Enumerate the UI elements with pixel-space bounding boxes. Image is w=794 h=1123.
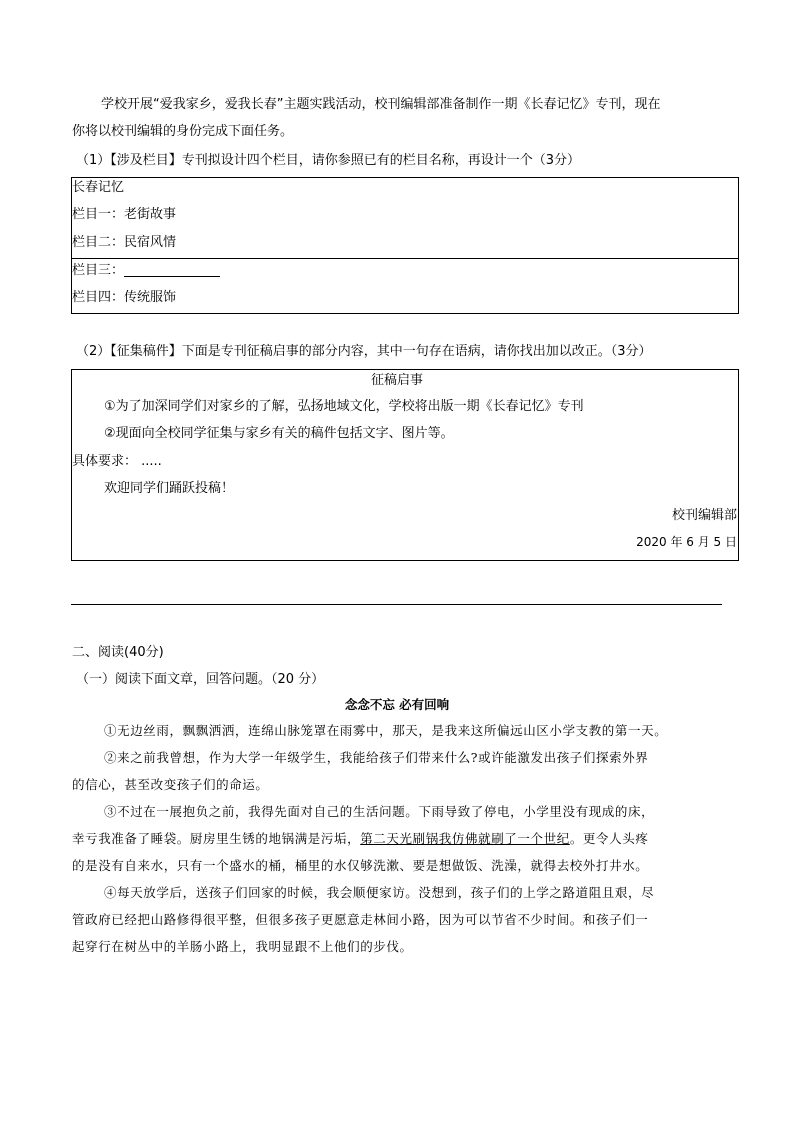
column-one: 栏目一：老街故事 [72,207,177,222]
notice-sentence-2: ②现面向全校同学征集与家乡有关的稿件包括文字、图片等。 [104,426,454,441]
underlined-sentence: 第二天光刷锅我仿佛就刷了一个世纪 [360,831,570,846]
notice-signature: 校刊编辑部 [671,508,737,523]
section-heading: 二、阅读(40分) [72,645,164,660]
notice-date: 2020 年 6 月 5 日 [636,535,737,549]
notice-requirements: 具体要求： ..... [72,454,162,469]
paragraph-3-line-2 [72,833,648,846]
question-2-prompt: （2）【征集稿件】下面是专刊征稿启事的部分内容，其中一句存在语病，请你找出加以改正。（3分） [76,344,652,359]
reading-instruction: （一）阅读下面文章，回答问题。（20 分） [76,672,325,687]
paragraph-4-line-2: 管政府已经把山路修得很平整，但很多孩子更愿意走林间小路，因为可以节省不少时间。和孩子们一 [72,912,649,927]
paragraph-4-line-3: 起穿行在树丛中的羊肠小路上，我明显跟不上他们的步伐。 [72,939,413,954]
column-three-label: 栏目三： [72,263,125,278]
article-title: 念念不忘 必有回响 [344,697,450,712]
paragraph-3-text-end: 。更令人头疼 [569,831,649,846]
notice-sentence-1: ①为了加深同学们对家乡的了解，弘扬地域文化，学校将出版一期《长春记忆》专刊 [104,399,584,414]
notice-welcome: 欢迎同学们踊跃投稿！ [104,481,235,496]
answer-blank[interactable] [124,264,220,277]
paragraph-1: ①无边丝雨，飘飘洒洒，连绵山脉笼罩在雨雾中，那天，是我来这所偏远山区小学支教的第一天。 [104,723,668,738]
column-four: 栏目四：传统服饰 [72,290,177,305]
paragraph-3-text: 幸亏我准备了睡袋。厨房里生锈的地锅满是污垢， [72,831,361,846]
paragraph-3-line-3: 的是没有自来水，只有一个盛水的桶，桶里的水仅够洗漱、要是想做饭、洗澡，就得去校外打井水。 [72,858,649,873]
paragraph-2-line-1: ②来之前我曾想，作为大学一年级学生，我能给孩子们带来什么?或许能激发出孩子们探索外界 [104,750,649,765]
column-three [72,264,220,277]
column-two: 栏目二：民宿风情 [72,235,177,250]
paragraph-3-line-1: ③不过在一展抱负之前，我得先面对自己的生活问题。下雨导致了停电，小学里没有现成的床， [104,804,655,819]
notice-title: 征稿启事 [370,373,423,388]
intro-line-1: 学校开展“爱我家乡，爱我长春”主题实践活动，校刊编辑部准备制作一期《长春记忆》专刊，现在 [101,97,661,112]
question-1-prompt: （1）【涉及栏目】专刊拟设计四个栏目，请你参照已有的栏目名称，再设计一个（3分） [76,153,581,168]
paragraph-4-line-1: ④每天放学后，送孩子们回家的时候，我会顺便家访。没想到，孩子们的上学之路道阻且艰，尽 [104,885,655,900]
section-divider [71,604,722,605]
paragraph-2-line-2: 的信心，甚至改变孩子们的命运。 [72,777,269,792]
intro-line-2: 你将以校刊编辑的身份完成下面任务。 [72,124,294,139]
box-title: 长春记忆 [72,180,125,195]
